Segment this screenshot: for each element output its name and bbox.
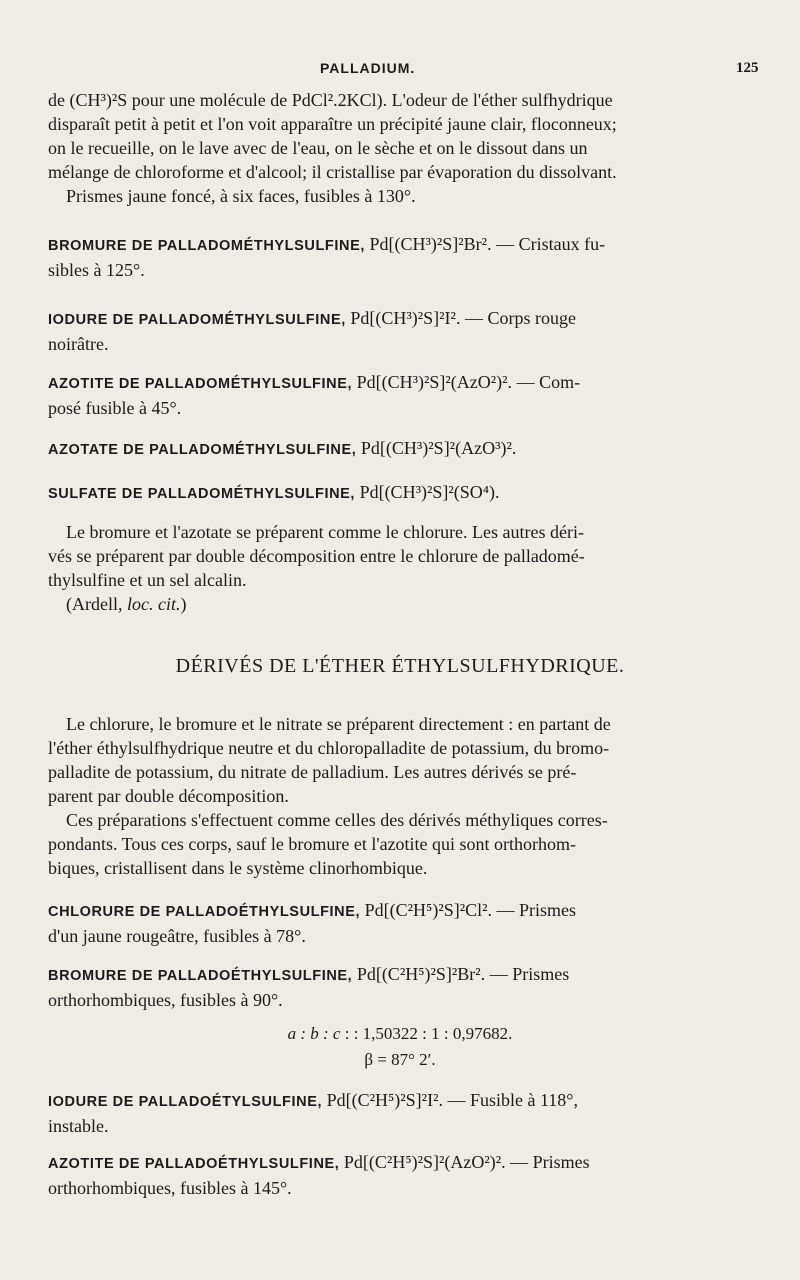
entry-bromure-palladomethylsulfine: [48, 232, 748, 282]
text-line: de (CH³)²S pour une molécule de PdCl².2KCl). L'odeur de l'éther sulfhydrique: [48, 90, 613, 110]
citation-line: [48, 592, 748, 616]
entry-formula: Pd[(CH³)²S]²Br².: [369, 234, 492, 254]
entry-iodure-palladomethylsulfine: [48, 306, 748, 356]
text-line: on le recueille, on le lave avec de l'eau, on le sèche et on le dissout dans un: [48, 138, 588, 158]
entry-formula: Pd[(C²H⁵)²S]²(AzO²)².: [343, 1152, 506, 1172]
entry-name: AZOTITE DE PALLADOÉTHYLSULFINE,: [48, 1156, 340, 1172]
entry-name: BROMURE DE PALLADOÉTHYLSULFINE,: [48, 968, 353, 984]
text-line: noirâtre.: [48, 334, 109, 354]
entry-azotite-palladoethylsulfine: [48, 1150, 748, 1200]
text-line: orthorhombiques, fusibles à 145°.: [48, 1178, 292, 1198]
entry-formula: Pd[(C²H⁵)²S]²Cl².: [364, 900, 493, 920]
text-line: posé fusible à 45°.: [48, 398, 182, 418]
entry-name: IODURE DE PALLADOÉTYLSULFINE,: [48, 1094, 323, 1110]
entry-bromure-palladoethylsulfine: [48, 962, 748, 1012]
text-line: orthorhombiques, fusibles à 90°.: [48, 990, 283, 1010]
text-line: Prismes jaune foncé, à six faces, fusibles à 130°.: [66, 186, 416, 206]
text-line: pondants. Tous ces corps, sauf le bromure et l'azotite qui sont orthorhom-: [48, 834, 577, 854]
entry-formula: Pd[(C²H⁵)²S]²Br².: [356, 964, 486, 984]
text-line: biques, cristallisent dans le système clinorhombique.: [48, 858, 428, 878]
entry-formula: Pd[(CH³)²S]²I².: [350, 308, 461, 328]
text-line: Le chlorure, le bromure et le nitrate se préparent directement : en partant de: [66, 714, 611, 734]
entry-description: — Prismes: [496, 900, 577, 920]
entry-azotate-palladomethylsulfine: [48, 436, 748, 462]
entry-name: AZOTITE DE PALLADOMÉTHYLSULFINE,: [48, 376, 353, 392]
paragraph-crystal-systems: [48, 808, 748, 880]
text-line: l'éther éthylsulfhydrique neutre et du chloropalladite de potassium, du bromo-: [48, 738, 610, 758]
text-line: disparaît petit à petit et l'on voit apparaître un précipité jaune clair, floconneux;: [48, 114, 617, 134]
text-line: Ces préparations s'effectuent comme celles des dérivés méthyliques corres-: [66, 810, 608, 830]
text-line: d'un jaune rougeâtre, fusibles à 78°.: [48, 926, 306, 946]
axial-ratio: [0, 1022, 800, 1046]
entry-sulfate-palladomethylsulfine: [48, 480, 748, 506]
entry-iodure-palladoetylsulfine: [48, 1088, 748, 1138]
page-number: 125: [736, 60, 759, 76]
citation-ref: loc. cit.: [126, 594, 181, 614]
text-line: vés se préparent par double décomposition entre le chlorure de palladomé-: [48, 546, 585, 566]
text-line: Le bromure et l'azotate se préparent comme le chlorure. Les autres déri-: [66, 522, 584, 542]
entry-name: AZOTATE DE PALLADOMÉTHYLSULFINE,: [48, 442, 357, 458]
beta-angle: β = 87° 2′.: [364, 1050, 436, 1069]
entry-formula: Pd[(C²H⁵)²S]²I².: [326, 1090, 443, 1110]
entry-formula: Pd[(CH³)²S]²(AzO³)².: [360, 438, 517, 458]
entry-chlorure-palladoethylsulfine: [48, 898, 748, 948]
entry-description: — Fusible à 118°,: [447, 1090, 578, 1110]
text-line: palladite de potassium, du nitrate de palladium. Les autres dérivés se pré-: [48, 762, 577, 782]
citation-author: (Ardell,: [66, 594, 127, 614]
text-line: sibles à 125°.: [48, 260, 145, 280]
running-title: PALLADIUM.: [320, 60, 416, 76]
entry-formula: Pd[(CH³)²S]²(SO⁴).: [359, 482, 500, 502]
entry-formula: Pd[(CH³)²S]²(AzO²)².: [356, 372, 513, 392]
paragraph-continuation: [48, 88, 748, 208]
section-title: DÉRIVÉS DE L'ÉTHER ÉTHYLSULFHYDRIQUE.: [175, 655, 625, 677]
entry-description: — Com-: [516, 372, 581, 392]
citation-close: ): [180, 594, 187, 614]
paragraph-preparation-note: [48, 520, 748, 616]
entry-name: CHLORURE DE PALLADOÉTHYLSULFINE,: [48, 904, 361, 920]
axial-ratio-axes: a : b : c: [287, 1024, 341, 1043]
paragraph-direct-preparation: [48, 712, 748, 808]
axial-ratio-values: : : 1,50322 : 1 : 0,97682.: [344, 1024, 513, 1043]
entry-name: SULFATE DE PALLADOMÉTHYLSULFINE,: [48, 486, 356, 502]
text-line: thylsulfine et un sel alcalin.: [48, 570, 247, 590]
entry-description: — Corps rouge: [464, 308, 576, 328]
entry-description: — Cristaux fu-: [496, 234, 606, 254]
text-line: instable.: [48, 1116, 109, 1136]
entry-name: IODURE DE PALLADOMÉTHYLSULFINE,: [48, 312, 346, 328]
page-header: [0, 60, 800, 82]
entry-description: — Prismes: [510, 1152, 590, 1172]
entry-description: — Prismes: [489, 964, 570, 984]
entry-name: BROMURE DE PALLADOMÉTHYLSULFINE,: [48, 238, 365, 254]
text-line: parent par double décomposition.: [48, 786, 289, 806]
text-line: mélange de chloroforme et d'alcool; il cristallise par évaporation du dissolvant.: [48, 162, 617, 182]
entry-azotite-palladomethylsulfine: [48, 370, 748, 420]
